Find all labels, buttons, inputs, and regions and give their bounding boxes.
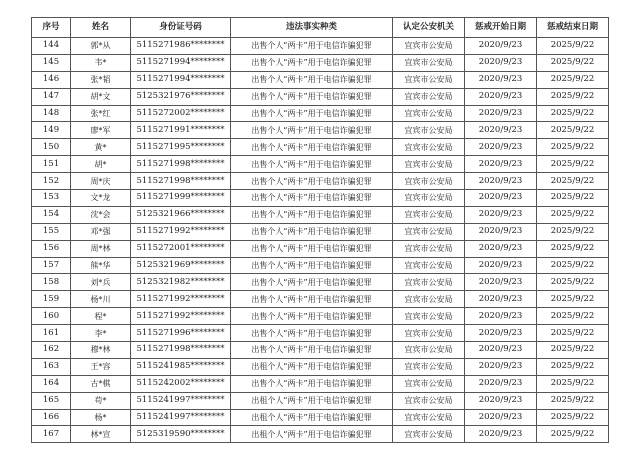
start-date-cell: 2020/9/23	[465, 358, 537, 375]
table-row	[32, 71, 609, 88]
violation-type-cell: 出售个人“两卡”用于电信诈骗犯罪	[231, 38, 393, 55]
name-cell: 苟*	[71, 392, 131, 409]
violation-type-cell: 出售个人“两卡”用于电信诈骗犯罪	[231, 139, 393, 156]
start-date-cell: 2020/9/23	[465, 325, 537, 342]
start-date-cell: 2020/9/23	[465, 88, 537, 105]
id-number-cell: 5115271992********	[131, 308, 231, 325]
id-number-cell: 5125321976********	[131, 88, 231, 105]
index-cell: 163	[32, 358, 71, 375]
name-cell: 杨*	[71, 409, 131, 426]
start-date-cell: 2020/9/23	[465, 156, 537, 173]
index-cell: 167	[32, 426, 71, 443]
start-date-cell: 2020/9/23	[465, 308, 537, 325]
table-row	[32, 291, 609, 308]
name-cell: 李*	[71, 325, 131, 342]
header-col-id-number: 身份证号码	[131, 18, 231, 38]
violation-type-cell: 出售个人“两卡”用于电信诈骗犯罪	[231, 71, 393, 88]
name-cell: 古*棋	[71, 375, 131, 392]
name-cell: 张*红	[71, 105, 131, 122]
police-authority-cell: 宜宾市公安局	[393, 88, 465, 105]
id-number-cell: 5115271996********	[131, 325, 231, 342]
id-number-cell: 5115271991********	[131, 122, 231, 139]
name-cell: 邓*强	[71, 223, 131, 240]
table-row	[32, 409, 609, 426]
index-cell: 151	[32, 156, 71, 173]
start-date-cell: 2020/9/23	[465, 38, 537, 55]
header-col-index: 序号	[32, 18, 71, 38]
name-cell: 韦*	[71, 54, 131, 71]
id-number-cell: 5125321969********	[131, 257, 231, 274]
name-cell: 林*宣	[71, 426, 131, 443]
start-date-cell: 2020/9/23	[465, 257, 537, 274]
start-date-cell: 2020/9/23	[465, 122, 537, 139]
table-body	[32, 38, 609, 443]
table-row	[32, 257, 609, 274]
violation-type-cell: 出售个人“两卡”用于电信诈骗犯罪	[231, 88, 393, 105]
violation-type-cell: 出租个人“两卡”用于电信诈骗犯罪	[231, 392, 393, 409]
table-row	[32, 206, 609, 223]
id-number-cell: 5115271992********	[131, 291, 231, 308]
index-cell: 147	[32, 88, 71, 105]
id-number-cell: 5115241985********	[131, 358, 231, 375]
table-row	[32, 392, 609, 409]
start-date-cell: 2020/9/23	[465, 426, 537, 443]
table-row	[32, 223, 609, 240]
name-cell: 胡*	[71, 156, 131, 173]
police-authority-cell: 宜宾市公安局	[393, 122, 465, 139]
violation-type-cell: 出售个人“两卡”用于电信诈骗犯罪	[231, 206, 393, 223]
police-authority-cell: 宜宾市公安局	[393, 54, 465, 71]
table-row	[32, 325, 609, 342]
id-number-cell: 5115271986********	[131, 38, 231, 55]
violation-type-cell: 出售个人“两卡”用于电信诈骗犯罪	[231, 223, 393, 240]
name-cell: 郭*从	[71, 38, 131, 55]
start-date-cell: 2020/9/23	[465, 342, 537, 359]
index-cell: 144	[32, 38, 71, 55]
police-authority-cell: 宜宾市公安局	[393, 375, 465, 392]
police-authority-cell: 宜宾市公安局	[393, 139, 465, 156]
violation-type-cell: 出售个人“两卡”用于电信诈骗犯罪	[231, 190, 393, 207]
police-authority-cell: 宜宾市公安局	[393, 325, 465, 342]
end-date-cell: 2025/9/22	[537, 375, 609, 392]
violation-type-cell: 出售个人“两卡”用于电信诈骗犯罪	[231, 122, 393, 139]
name-cell: 穆*林	[71, 342, 131, 359]
table-row	[32, 342, 609, 359]
end-date-cell: 2025/9/22	[537, 190, 609, 207]
index-cell: 155	[32, 223, 71, 240]
violation-type-cell: 出售个人“两卡”用于电信诈骗犯罪	[231, 54, 393, 71]
police-authority-cell: 宜宾市公安局	[393, 257, 465, 274]
table-row	[32, 105, 609, 122]
end-date-cell: 2025/9/22	[537, 88, 609, 105]
name-cell: 沈*会	[71, 206, 131, 223]
start-date-cell: 2020/9/23	[465, 190, 537, 207]
id-number-cell: 5115241997********	[131, 392, 231, 409]
index-cell: 164	[32, 375, 71, 392]
police-authority-cell: 宜宾市公安局	[393, 392, 465, 409]
police-authority-cell: 宜宾市公安局	[393, 274, 465, 291]
id-number-cell: 5115271992********	[131, 223, 231, 240]
violation-type-cell: 出售个人“两卡”用于电信诈骗犯罪	[231, 308, 393, 325]
name-cell: 杨*川	[71, 291, 131, 308]
start-date-cell: 2020/9/23	[465, 105, 537, 122]
police-authority-cell: 宜宾市公安局	[393, 223, 465, 240]
table-row	[32, 308, 609, 325]
violation-type-cell: 出售个人“两卡”用于电信诈骗犯罪	[231, 325, 393, 342]
end-date-cell: 2025/9/22	[537, 291, 609, 308]
table-row	[32, 88, 609, 105]
name-cell: 廖*军	[71, 122, 131, 139]
start-date-cell: 2020/9/23	[465, 375, 537, 392]
index-cell: 148	[32, 105, 71, 122]
start-date-cell: 2020/9/23	[465, 54, 537, 71]
violation-type-cell: 出售个人“两卡”用于电信诈骗犯罪	[231, 274, 393, 291]
end-date-cell: 2025/9/22	[537, 392, 609, 409]
table-row	[32, 274, 609, 291]
index-cell: 158	[32, 274, 71, 291]
index-cell: 160	[32, 308, 71, 325]
header-col-start-date: 惩戒开始日期	[465, 18, 537, 38]
police-authority-cell: 宜宾市公安局	[393, 71, 465, 88]
police-authority-cell: 宜宾市公安局	[393, 426, 465, 443]
name-cell: 熊*华	[71, 257, 131, 274]
violation-type-cell: 出售个人“两卡”用于电信诈骗犯罪	[231, 257, 393, 274]
index-cell: 145	[32, 54, 71, 71]
violation-type-cell: 出售个人“两卡”用于电信诈骗犯罪	[231, 291, 393, 308]
id-number-cell: 5115242002********	[131, 375, 231, 392]
index-cell: 149	[32, 122, 71, 139]
end-date-cell: 2025/9/22	[537, 71, 609, 88]
table-row	[32, 122, 609, 139]
violation-type-cell: 出售个人“两卡”用于电信诈骗犯罪	[231, 105, 393, 122]
index-cell: 165	[32, 392, 71, 409]
id-number-cell: 5115271994********	[131, 54, 231, 71]
table-row	[32, 190, 609, 207]
end-date-cell: 2025/9/22	[537, 274, 609, 291]
violation-type-cell: 出租个人“两卡”用于电信诈骗犯罪	[231, 409, 393, 426]
name-cell: 张*韬	[71, 71, 131, 88]
id-number-cell: 5115271995********	[131, 139, 231, 156]
id-number-cell: 5115241997********	[131, 409, 231, 426]
table-row	[32, 139, 609, 156]
start-date-cell: 2020/9/23	[465, 240, 537, 257]
name-cell: 周*林	[71, 240, 131, 257]
police-authority-cell: 宜宾市公安局	[393, 342, 465, 359]
table-row	[32, 38, 609, 55]
name-cell: 刘*兵	[71, 274, 131, 291]
index-cell: 150	[32, 139, 71, 156]
index-cell: 166	[32, 409, 71, 426]
name-cell: 周*庆	[71, 173, 131, 190]
end-date-cell: 2025/9/22	[537, 325, 609, 342]
end-date-cell: 2025/9/22	[537, 240, 609, 257]
table-row	[32, 54, 609, 71]
end-date-cell: 2025/9/22	[537, 54, 609, 71]
table-row	[32, 240, 609, 257]
end-date-cell: 2025/9/22	[537, 156, 609, 173]
index-cell: 162	[32, 342, 71, 359]
end-date-cell: 2025/9/22	[537, 342, 609, 359]
header-col-end-date: 惩戒结束日期	[537, 18, 609, 38]
index-cell: 157	[32, 257, 71, 274]
id-number-cell: 5115272002********	[131, 105, 231, 122]
start-date-cell: 2020/9/23	[465, 274, 537, 291]
violation-type-cell: 出租个人“两卡”用于电信诈骗犯罪	[231, 426, 393, 443]
name-cell: 王*容	[71, 358, 131, 375]
police-authority-cell: 宜宾市公安局	[393, 38, 465, 55]
end-date-cell: 2025/9/22	[537, 139, 609, 156]
table-header-row	[32, 18, 609, 38]
start-date-cell: 2020/9/23	[465, 409, 537, 426]
start-date-cell: 2020/9/23	[465, 291, 537, 308]
credit-penalty-table	[31, 17, 609, 443]
police-authority-cell: 宜宾市公安局	[393, 105, 465, 122]
index-cell: 154	[32, 206, 71, 223]
header-col-police-authority: 认定公安机关	[393, 18, 465, 38]
name-cell: 胡*文	[71, 88, 131, 105]
start-date-cell: 2020/9/23	[465, 71, 537, 88]
end-date-cell: 2025/9/22	[537, 308, 609, 325]
index-cell: 153	[32, 190, 71, 207]
police-authority-cell: 宜宾市公安局	[393, 358, 465, 375]
index-cell: 146	[32, 71, 71, 88]
police-authority-cell: 宜宾市公安局	[393, 291, 465, 308]
police-authority-cell: 宜宾市公安局	[393, 173, 465, 190]
police-authority-cell: 宜宾市公安局	[393, 156, 465, 173]
index-cell: 161	[32, 325, 71, 342]
police-authority-cell: 宜宾市公安局	[393, 190, 465, 207]
id-number-cell: 5115271999********	[131, 190, 231, 207]
id-number-cell: 5115271998********	[131, 173, 231, 190]
police-authority-cell: 宜宾市公安局	[393, 206, 465, 223]
start-date-cell: 2020/9/23	[465, 392, 537, 409]
index-cell: 156	[32, 240, 71, 257]
end-date-cell: 2025/9/22	[537, 358, 609, 375]
end-date-cell: 2025/9/22	[537, 173, 609, 190]
id-number-cell: 5115271994********	[131, 71, 231, 88]
end-date-cell: 2025/9/22	[537, 206, 609, 223]
violation-type-cell: 出租个人“两卡”用于电信诈骗犯罪	[231, 358, 393, 375]
violation-type-cell: 出售个人“两卡”用于电信诈骗犯罪	[231, 173, 393, 190]
name-cell: 黄*	[71, 139, 131, 156]
end-date-cell: 2025/9/22	[537, 38, 609, 55]
violation-type-cell: 出售个人“两卡”用于电信诈骗犯罪	[231, 156, 393, 173]
table-row	[32, 173, 609, 190]
id-number-cell: 5115271998********	[131, 156, 231, 173]
id-number-cell: 5115271998********	[131, 342, 231, 359]
start-date-cell: 2020/9/23	[465, 206, 537, 223]
id-number-cell: 5125321982********	[131, 274, 231, 291]
end-date-cell: 2025/9/22	[537, 409, 609, 426]
end-date-cell: 2025/9/22	[537, 257, 609, 274]
police-authority-cell: 宜宾市公安局	[393, 409, 465, 426]
table-row	[32, 358, 609, 375]
end-date-cell: 2025/9/22	[537, 223, 609, 240]
table-row	[32, 375, 609, 392]
police-authority-cell: 宜宾市公安局	[393, 308, 465, 325]
end-date-cell: 2025/9/22	[537, 122, 609, 139]
header-col-violation-type: 违法事实种类	[231, 18, 393, 38]
name-cell: 文*龙	[71, 190, 131, 207]
id-number-cell: 5125321966********	[131, 206, 231, 223]
index-cell: 159	[32, 291, 71, 308]
violation-type-cell: 出售个人“两卡”用于电信诈骗犯罪	[231, 342, 393, 359]
table-row	[32, 156, 609, 173]
start-date-cell: 2020/9/23	[465, 173, 537, 190]
end-date-cell: 2025/9/22	[537, 105, 609, 122]
header-col-name: 姓名	[71, 18, 131, 38]
start-date-cell: 2020/9/23	[465, 223, 537, 240]
table-row	[32, 426, 609, 443]
id-number-cell: 5115272001********	[131, 240, 231, 257]
index-cell: 152	[32, 173, 71, 190]
end-date-cell: 2025/9/22	[537, 426, 609, 443]
police-authority-cell: 宜宾市公安局	[393, 240, 465, 257]
violation-type-cell: 出售个人“两卡”用于电信诈骗犯罪	[231, 375, 393, 392]
name-cell: 程*	[71, 308, 131, 325]
id-number-cell: 5125319590********	[131, 426, 231, 443]
start-date-cell: 2020/9/23	[465, 139, 537, 156]
violation-type-cell: 出售个人“两卡”用于电信诈骗犯罪	[231, 240, 393, 257]
